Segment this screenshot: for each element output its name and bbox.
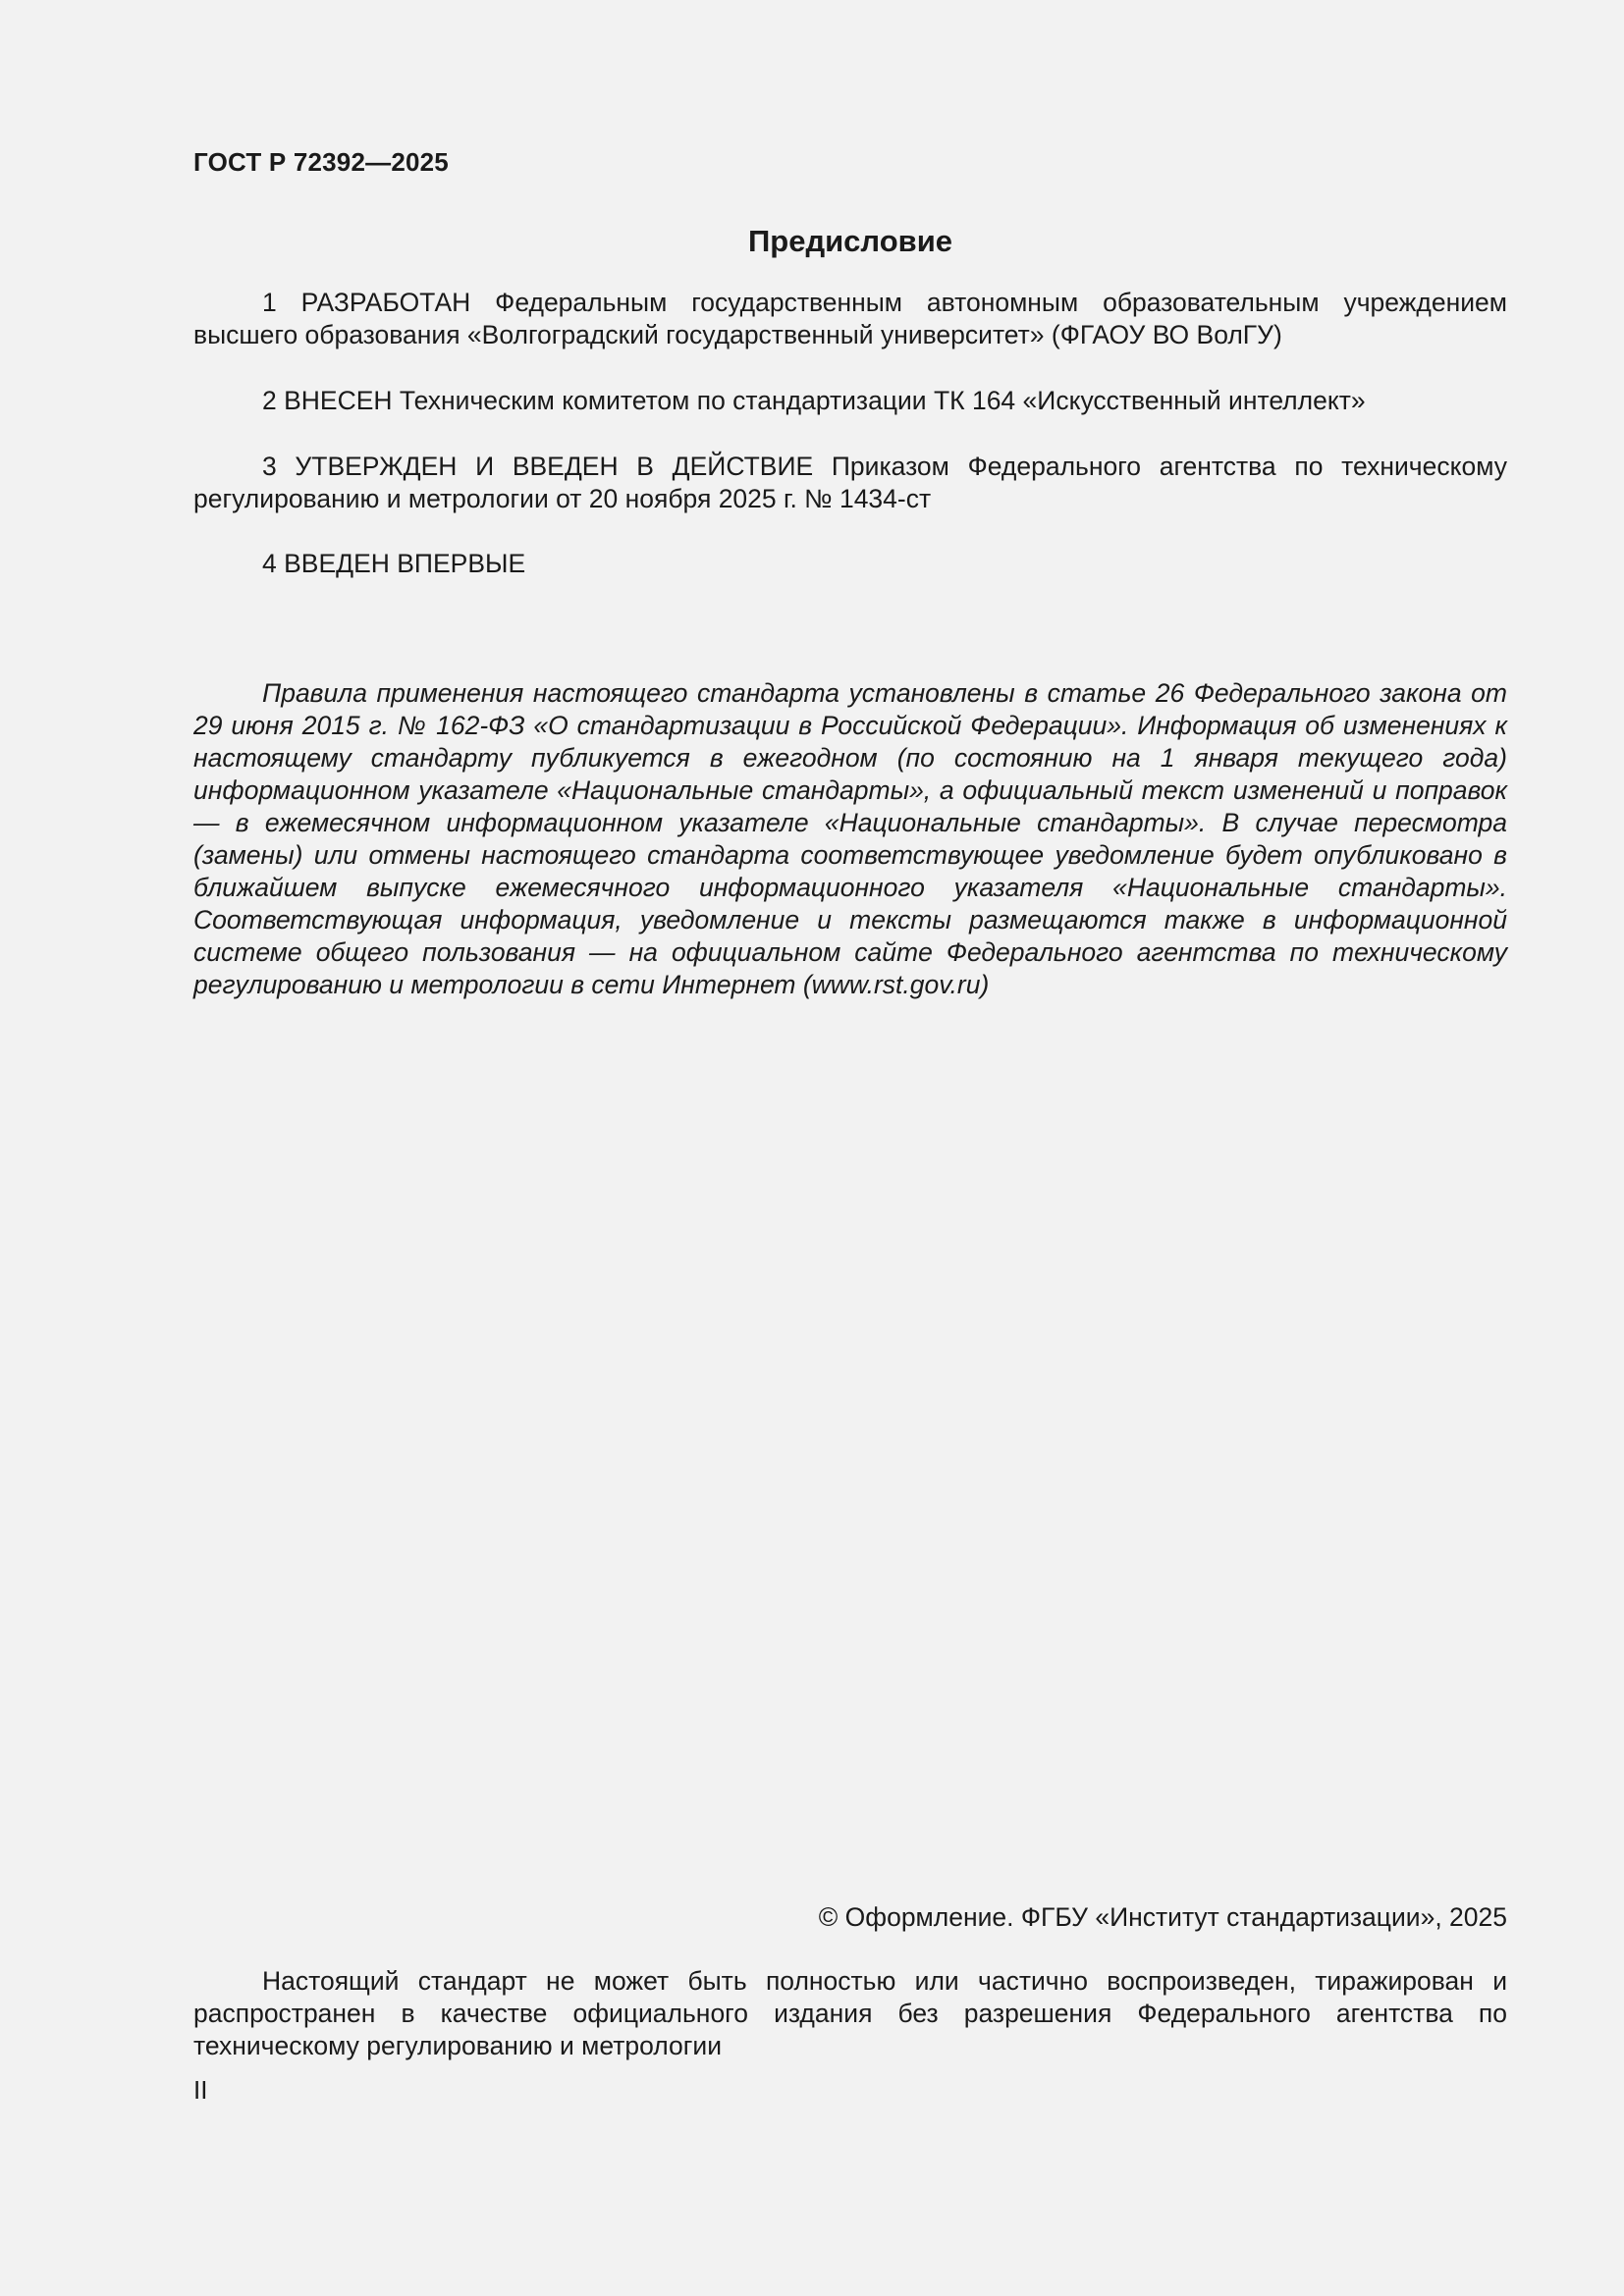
foreword-item-3: 3 УТВЕРЖДЕН И ВВЕДЕН В ДЕЙСТВИЕ Приказом Федерального агентства по техническому регулированию и метрологии от 20 ноября 2025 г. № 1434-ст (193, 452, 1507, 513)
foreword-item-1: 1 РАЗРАБОТАН Федеральным государственным автономным образовательным учреждением высшего образования «Волгоградский государственный университет» (ФГАОУ ВО ВолГУ) (193, 288, 1507, 349)
standard-code: ГОСТ Р 72392—2025 (193, 147, 449, 177)
reproduction-notice: Настоящий стандарт не может быть полностью или частично воспроизведен, тиражирован и распространен в качестве официального издания без разрешения Федерального агентства по техническому регулированию и метрологии (193, 1966, 1507, 2060)
page-title: Предисловие (747, 224, 952, 258)
page-number: II (193, 2075, 208, 2105)
foreword-item-4: 4 ВВЕДЕН ВПЕРВЫЕ (262, 549, 526, 578)
foreword-item-2: 2 ВНЕСЕН Техническим комитетом по стандартизации ТК 164 «Искусственный интеллект» (262, 386, 1366, 415)
application-rules-text: Правила применения настоящего стандарта установлены в статье 26 Федерального закона от 29 июня 2015 г. № 162-ФЗ «О стандартизации в Российской Федерации». Информация об изменениях к настоящему стандарту публикуется в ежегодном (по состоянию на 1 января текущего года) информационном указателе «Национальные стандарты», а официальный текст изменений и поправок — в ежемесячном информационном указателе «Национальные стандарты». В случае пересмотра (замены) или отмены настоящего стандарта соответствующее уведомление будет опубликовано в ближайшем выпуске ежемесячного информационного указателя «Национальные стандарты». Соответствующая информация, уведомление и тексты размещаются также в информационной системе общего пользования — на официальном сайте Федерального агентства по техническому регулированию и метрологии в сети Интернет (www.rst.gov.ru) (193, 678, 1507, 999)
copyright-line: © Оформление. ФГБУ «Институт стандартизации», 2025 (818, 1902, 1507, 1932)
